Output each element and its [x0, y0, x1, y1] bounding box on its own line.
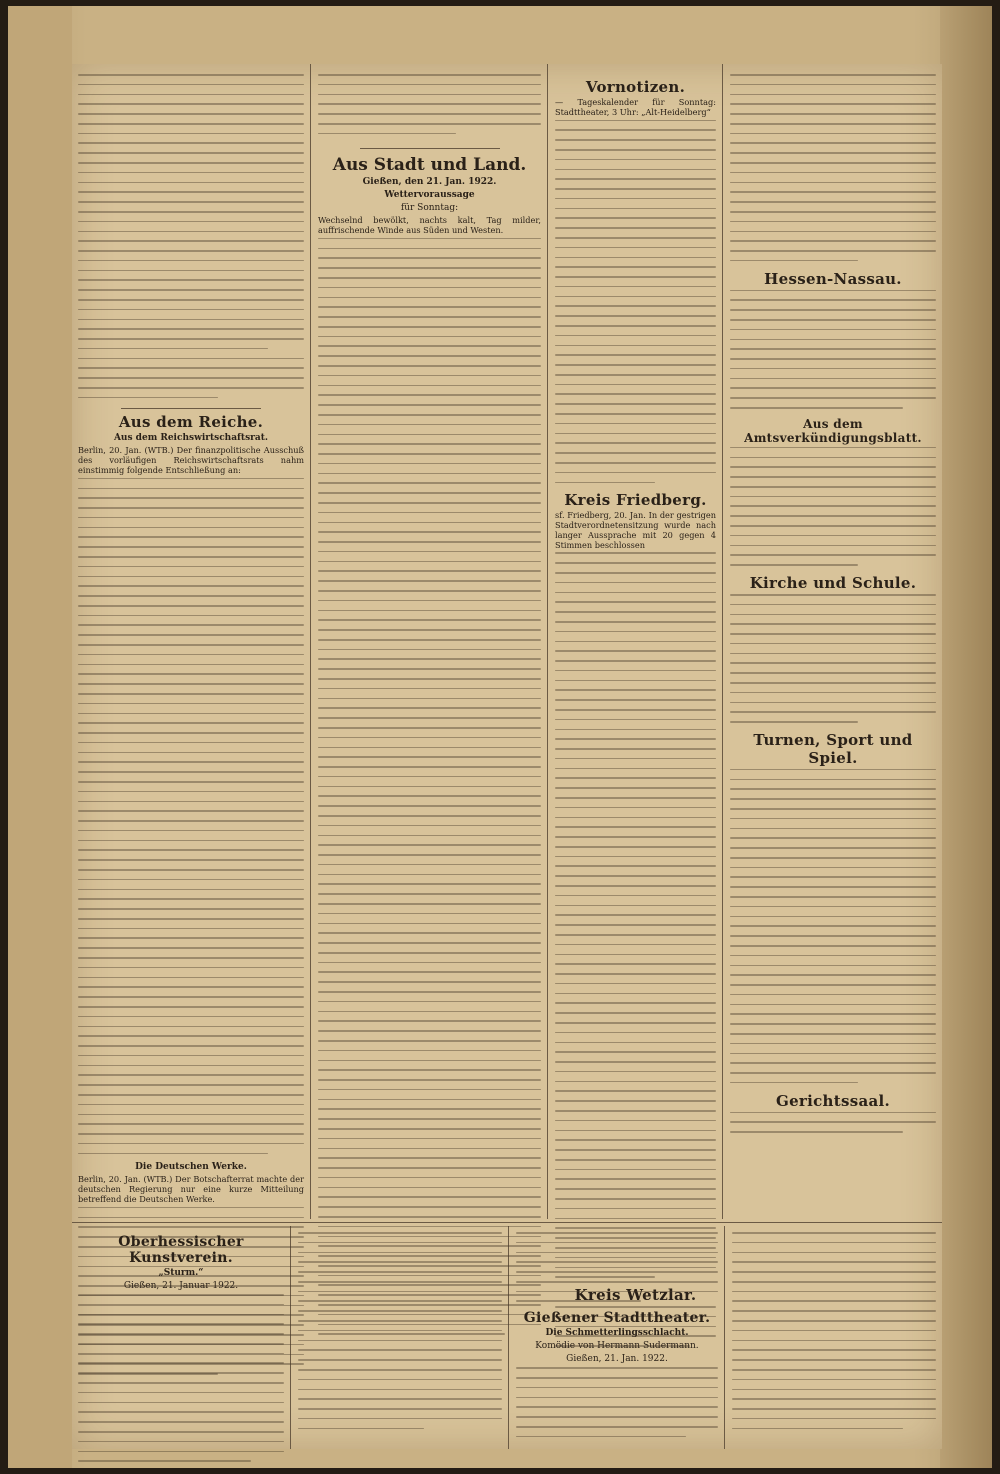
- heading-stadttheater: Gießener Stadttheater.: [523, 1310, 711, 1327]
- column-rule: [547, 64, 548, 1219]
- text-block: [78, 478, 304, 1155]
- scanned-sheet: [8, 6, 992, 1468]
- heading-kreis-wetzlar: Kreis Wetzlar.: [574, 1286, 697, 1305]
- subheading-wettervoraussage: Wettervoraussage: [384, 190, 475, 201]
- article-divider: [360, 148, 500, 149]
- article-lead: — Tageskalender für Sonntag: Stadttheater, 3 Uhr: „Alt-Heidelberg“: [555, 97, 716, 117]
- text-block: [730, 447, 936, 566]
- bottom-column-1: [78, 1230, 284, 1468]
- text-block: [555, 552, 716, 1277]
- heading-gerichtssaal: Gerichtssaal.: [775, 1091, 891, 1110]
- column-2: [318, 74, 541, 1343]
- text-block: [732, 1232, 936, 1429]
- subheading-fuer-sonntag: für Sonntag:: [400, 203, 459, 214]
- text-block: [516, 1232, 718, 1305]
- bottom-column-3: [516, 1232, 718, 1446]
- column-1: [78, 74, 304, 1383]
- newspaper-page: [72, 64, 942, 1449]
- subheading-komoedie: Komödie von Hermann Sudermann.: [535, 1341, 699, 1352]
- text-block: [78, 1294, 284, 1462]
- heading-hessen-nassau: Hessen-Nassau.: [764, 269, 902, 288]
- article-lead: Berlin, 20. Jan. (WTB.) Der Botschafterrat machte der deutschen Regierung nur eine kurze Mitteilung betreffend die Deutschen Werke.: [78, 1174, 304, 1205]
- heading-aus-stadt-und-land: Aus Stadt und Land.: [332, 155, 527, 176]
- dateline: Gießen, 21. Januar 1922.: [123, 1281, 239, 1291]
- text-block: [318, 74, 541, 134]
- article-lead: Berlin, 20. Jan. (WTB.) Der finanzpolitische Ausschuß des vorläufigen Reichswirtschaftsrats nahm einstimmig folgende Entschließung an:: [78, 445, 304, 475]
- article-divider: [121, 408, 261, 409]
- heading-kreis-friedberg: Kreis Friedberg.: [564, 491, 707, 510]
- heading-kirche-und-schule: Kirche und Schule.: [749, 573, 917, 592]
- text-block: [730, 1112, 936, 1133]
- column-4: [730, 74, 936, 1141]
- bottom-column-2: [298, 1232, 502, 1437]
- subheading-deutsche-werke: Die Deutschen Werke.: [135, 1162, 247, 1173]
- subheading-reichswirtschaftsrat: Aus dem Reichswirtschaftsrat.: [113, 433, 269, 444]
- heading-kunstverein: Oberhessischer Kunstverein.: [118, 1234, 244, 1266]
- text-block: [730, 594, 936, 723]
- left-margin-strip: [8, 6, 72, 1468]
- text-block: [298, 1232, 502, 1429]
- article-lead: sf. Friedberg, 20. Jan. In der gestrigen Stadtverordnetensitzung wurde nach langer Aussprache mit 20 gegen 4 Stimmen beschlossen: [555, 510, 716, 550]
- column-3: [555, 74, 716, 1355]
- subheading-schmetterlingsschlacht: Die Schmetterlingsschlacht.: [545, 1328, 689, 1339]
- column-rule: [724, 1226, 725, 1449]
- heading-aus-dem-reiche: Aus dem Reiche.: [118, 413, 264, 432]
- text-block: [555, 120, 716, 484]
- text-block: [78, 74, 304, 398]
- dateline: Gießen, den 21. Jan. 1922.: [362, 177, 497, 188]
- column-rule: [722, 64, 723, 1219]
- text-block: [318, 238, 541, 1335]
- right-margin-strip: [940, 6, 992, 1468]
- heading-vornotizen: Vornotizen.: [585, 78, 686, 96]
- dateline: Gießen, 21. Jan. 1922.: [566, 1354, 668, 1365]
- text-block: [730, 290, 936, 409]
- article-lead: Wechselnd bewölkt, nachts kalt, Tag milder, auffrischende Winde aus Süden und Westen.: [318, 215, 541, 236]
- text-block: [730, 769, 936, 1084]
- heading-amtsverkuendigungsblatt: Aus dem Amtsverkündigungsblatt.: [744, 416, 922, 445]
- column-rule: [310, 64, 311, 1219]
- text-block: [730, 74, 936, 261]
- subheading-sturm: „Sturm.“: [158, 1268, 204, 1278]
- heading-turnen-sport-spiel: Turnen, Sport und Spiel.: [753, 730, 913, 767]
- bottom-column-4: [732, 1232, 936, 1437]
- text-block: [516, 1367, 718, 1437]
